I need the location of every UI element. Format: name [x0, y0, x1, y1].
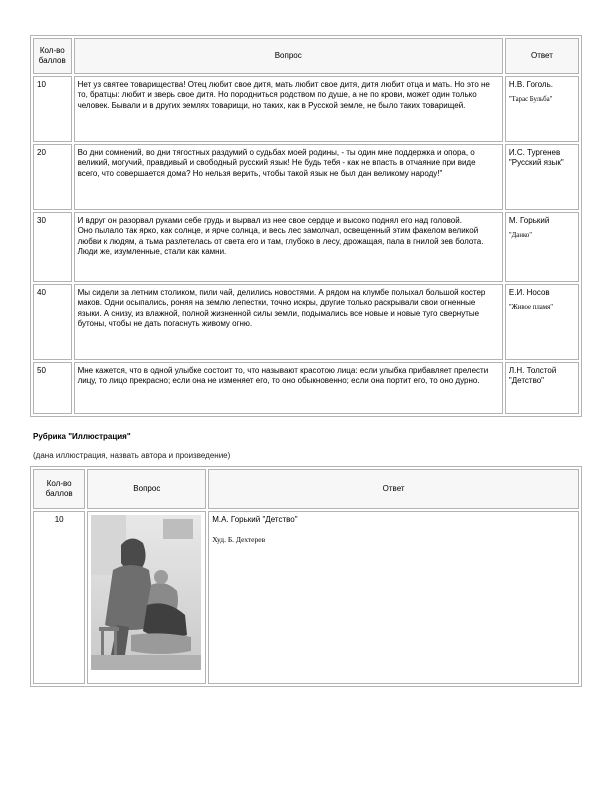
illustration-cell [87, 511, 206, 684]
answer-author: Е.И. Носов [508, 288, 550, 297]
table-row [33, 76, 579, 142]
header-points: Кол-во баллов [33, 469, 85, 509]
question-text-continued: Оно пылало так ярко, как солнце, и ярче солнца, и весь лес замолчал, освещенный этим факелом великой любви к людям, а тьма разлетелась от света его и там, глубоко в лесу, дрожащая, пала в гнилой зев болота. Люди же, изумленные, стали как камни. [77, 226, 484, 257]
table-row [33, 284, 579, 360]
header-points: Кол-во баллов [33, 38, 72, 74]
answer-work: "Живое пламя" [508, 304, 554, 312]
answer-cell [505, 76, 579, 142]
points-cell: 10 [33, 511, 85, 684]
header-question: Вопрос [87, 469, 206, 509]
answer-cell [505, 212, 579, 282]
answer-cell [208, 511, 579, 684]
illustration-image [91, 515, 201, 670]
answer-work: "Данко" [508, 232, 533, 240]
illustration-table [30, 466, 582, 687]
table-row [33, 511, 579, 684]
illustrator-credit: Худ. Б. Дехтерев [212, 535, 266, 545]
header-answer: Ответ [208, 469, 579, 509]
answer-cell: Л.Н. Толстой "Детство" [505, 362, 579, 414]
header-answer: Ответ [505, 38, 579, 74]
rubric-subtitle: (дана иллюстрация, назвать автора и произведение) [33, 451, 231, 460]
question-cell: Мы сидели за летним столиком, пили чай, делились новостями. А рядом на клумбе полыхал большой костер маков. Одни осыпались, роняя на землю лепестки, точно искры, другие только раскрывали свои огненные языки. А снизу, из влажной, полной жизненной силы земли, подымались все новые и новые туго свернутые бутоны, чтобы не дать погаснуть живому огню. [74, 284, 503, 360]
rubric-title: Рубрика "Иллюстрация" [33, 432, 131, 441]
question-text: И вдруг он разорвал руками себе грудь и вырвал из нее свое сердце и высоко поднял его над головой. [77, 216, 462, 225]
points-cell: 10 [33, 76, 72, 142]
answer-author: М. Горький [508, 216, 550, 225]
question-cell: Мне кажется, что в одной улыбке состоит то, что называют красотою лица: если улыбка прибавляет прелести лицу, то лицо прекрасно; если она не изменяет его, то оно обыкновенно; если она портит его, то оно дурно. [74, 362, 503, 414]
question-cell: Нет уз святее товарищества! Отец любит свое дитя, мать любит свое дитя, дитя любит отца и мать. Но это не то, братцы: любит и зверь свое дитя. Но породниться родством по душе, а не по крови, может один только человек. Бывали и в других землях товарищи, но таких, как в Русской земле, не было таких товарищей. [74, 76, 503, 142]
answer-author: Н.В. Гоголь. [508, 80, 553, 89]
quiz-table [30, 35, 582, 417]
answer-cell [505, 284, 579, 360]
table-row [33, 362, 579, 414]
header-question: Вопрос [74, 38, 503, 74]
answer-work: "Тарас Бульба" [508, 96, 553, 104]
points-cell: 40 [33, 284, 72, 360]
answer-author-work: М.А. Горький "Детство" [212, 515, 298, 524]
points-cell: 20 [33, 144, 72, 210]
table-header-row [33, 38, 579, 74]
table-header-row [33, 469, 579, 509]
question-cell: Во дни сомнений, во дни тягостных раздумий о судьбах моей родины, - ты один мне поддержка и опора, о великий, могучий, правдивый и свободный русский язык! Не будь тебя - как не впасть в отчаяние при виде всего, что совершается дома? Но нельзя верить, чтобы такой язык не был дан великому народу!" [74, 144, 503, 210]
points-cell: 30 [33, 212, 72, 282]
points-cell: 50 [33, 362, 72, 414]
question-cell [74, 212, 503, 282]
table-row [33, 144, 579, 210]
table-row [33, 212, 579, 282]
answer-cell: И.С. Тургенев "Русский язык" [505, 144, 579, 210]
